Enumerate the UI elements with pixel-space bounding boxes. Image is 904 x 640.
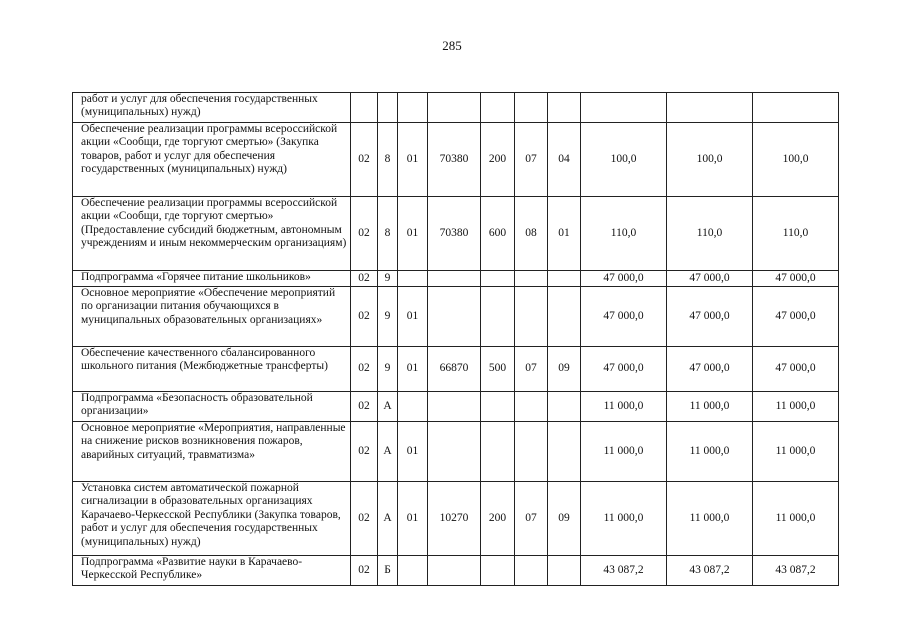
cell-section: 07 [515,347,548,392]
cell-subsection [548,422,581,482]
cell-subsection: 09 [548,347,581,392]
cell-direction-code [428,287,481,347]
table-row [73,271,839,287]
cell-amount-year-3: 47 000,0 [753,347,839,392]
cell-expense-type [481,271,515,287]
cell-direction-code: 70380 [428,197,481,271]
cell-activity-code [398,392,428,422]
cell-expense-type: 200 [481,123,515,197]
cell-amount-year-2: 11 000,0 [667,422,753,482]
cell-subsection [548,392,581,422]
cell-section: 08 [515,197,548,271]
cell-subprogram-code: 9 [378,287,398,347]
cell-expense-type [481,287,515,347]
cell-expense-type [481,556,515,586]
row-name: Обеспечение реализации программы всероссийской акции «Сообщи, где торгуют смертью» (Закупка товаров, работ и услуг для обеспечения государственных (муниципальных) нужд) [73,123,351,197]
cell-amount-year-2: 11 000,0 [667,482,753,556]
cell-activity-code: 01 [398,422,428,482]
cell-expense-type: 200 [481,482,515,556]
cell-direction-code: 66870 [428,347,481,392]
row-name: Обеспечение реализации программы всероссийской акции «Сообщи, где торгуют смертью» (Предоставление субсидий бюджетным, автономным учреждениям и иным некоммерческим организациям) [73,197,351,271]
table-row [73,287,839,347]
cell-subsection [548,93,581,123]
cell-direction-code [428,556,481,586]
cell-amount-year-3 [753,93,839,123]
cell-program-code: 02 [351,287,378,347]
table-row [73,123,839,197]
cell-activity-code [398,271,428,287]
cell-program-code: 02 [351,392,378,422]
row-name: Подпрограмма «Горячее питание школьников» [73,271,351,287]
cell-program-code: 02 [351,347,378,392]
cell-expense-type [481,392,515,422]
cell-subprogram-code: 9 [378,271,398,287]
budget-table [72,92,839,586]
cell-direction-code [428,392,481,422]
row-name: Подпрограмма «Безопасность образовательной организации» [73,392,351,422]
cell-activity-code: 01 [398,287,428,347]
cell-expense-type: 500 [481,347,515,392]
cell-subsection [548,271,581,287]
cell-amount-year-1: 43 087,2 [581,556,667,586]
cell-subsection: 01 [548,197,581,271]
cell-amount-year-1: 100,0 [581,123,667,197]
row-name: Установка систем автоматической пожарной сигнализации в образовательных организациях Карачаево-Черкесской Республики (Закупка товаров, работ и услуг для обеспечения государственных (муниципальных) нужд) [73,482,351,556]
table-row [73,482,839,556]
cell-subprogram-code [378,93,398,123]
table-row [73,392,839,422]
cell-direction-code [428,422,481,482]
cell-amount-year-3: 47 000,0 [753,287,839,347]
cell-amount-year-2: 47 000,0 [667,287,753,347]
cell-subprogram-code: А [378,482,398,556]
cell-amount-year-2: 11 000,0 [667,392,753,422]
cell-expense-type: 600 [481,197,515,271]
cell-activity-code: 01 [398,123,428,197]
cell-section: 07 [515,482,548,556]
table-row [73,93,839,123]
table-row [73,422,839,482]
cell-amount-year-1: 11 000,0 [581,392,667,422]
cell-amount-year-3: 110,0 [753,197,839,271]
cell-activity-code: 01 [398,197,428,271]
page-number: 285 [442,38,462,53]
cell-subprogram-code: А [378,392,398,422]
cell-direction-code: 10270 [428,482,481,556]
cell-activity-code [398,556,428,586]
cell-direction-code [428,93,481,123]
cell-section: 07 [515,123,548,197]
cell-program-code: 02 [351,422,378,482]
cell-amount-year-3: 100,0 [753,123,839,197]
cell-amount-year-3: 47 000,0 [753,271,839,287]
cell-amount-year-1: 11 000,0 [581,422,667,482]
cell-subsection [548,556,581,586]
cell-program-code: 02 [351,271,378,287]
cell-subprogram-code: 9 [378,347,398,392]
cell-subprogram-code: А [378,422,398,482]
cell-amount-year-2: 47 000,0 [667,271,753,287]
cell-program-code [351,93,378,123]
cell-activity-code: 01 [398,347,428,392]
cell-amount-year-2 [667,93,753,123]
cell-section [515,556,548,586]
cell-expense-type [481,422,515,482]
row-name: Подпрограмма «Развитие науки в Карачаево-Черкесской Республике» [73,556,351,586]
cell-amount-year-1: 11 000,0 [581,482,667,556]
cell-amount-year-2: 43 087,2 [667,556,753,586]
cell-program-code: 02 [351,482,378,556]
cell-subsection: 04 [548,123,581,197]
cell-amount-year-2: 100,0 [667,123,753,197]
cell-amount-year-1: 47 000,0 [581,271,667,287]
cell-activity-code [398,93,428,123]
row-name: Основное мероприятие «Мероприятия, направленные на снижение рисков возникновения пожаров, аварийных ситуаций, травматизма» [73,422,351,482]
cell-program-code: 02 [351,197,378,271]
table-row [73,197,839,271]
cell-subprogram-code: Б [378,556,398,586]
cell-amount-year-3: 11 000,0 [753,482,839,556]
cell-subprogram-code: 8 [378,197,398,271]
table-row [73,347,839,392]
cell-expense-type [481,93,515,123]
cell-section [515,287,548,347]
cell-amount-year-1 [581,93,667,123]
cell-amount-year-1: 47 000,0 [581,287,667,347]
cell-program-code: 02 [351,556,378,586]
cell-amount-year-1: 110,0 [581,197,667,271]
cell-subsection [548,287,581,347]
row-name: Обеспечение качественного сбалансированного школьного питания (Межбюджетные трансферты) [73,347,351,392]
cell-subprogram-code: 8 [378,123,398,197]
cell-section [515,271,548,287]
cell-section [515,93,548,123]
cell-amount-year-3: 43 087,2 [753,556,839,586]
cell-section [515,392,548,422]
cell-program-code: 02 [351,123,378,197]
row-name: Основное мероприятие «Обеспечение мероприятий по организации питания обучающихся в муниципальных образовательных организациях» [73,287,351,347]
cell-direction-code: 70380 [428,123,481,197]
row-name: работ и услуг для обеспечения государственных (муниципальных) нужд) [73,93,351,123]
cell-amount-year-1: 47 000,0 [581,347,667,392]
cell-section [515,422,548,482]
cell-subsection: 09 [548,482,581,556]
cell-amount-year-3: 11 000,0 [753,422,839,482]
cell-amount-year-2: 110,0 [667,197,753,271]
cell-amount-year-3: 11 000,0 [753,392,839,422]
cell-direction-code [428,271,481,287]
cell-activity-code: 01 [398,482,428,556]
table-row [73,556,839,586]
cell-amount-year-2: 47 000,0 [667,347,753,392]
